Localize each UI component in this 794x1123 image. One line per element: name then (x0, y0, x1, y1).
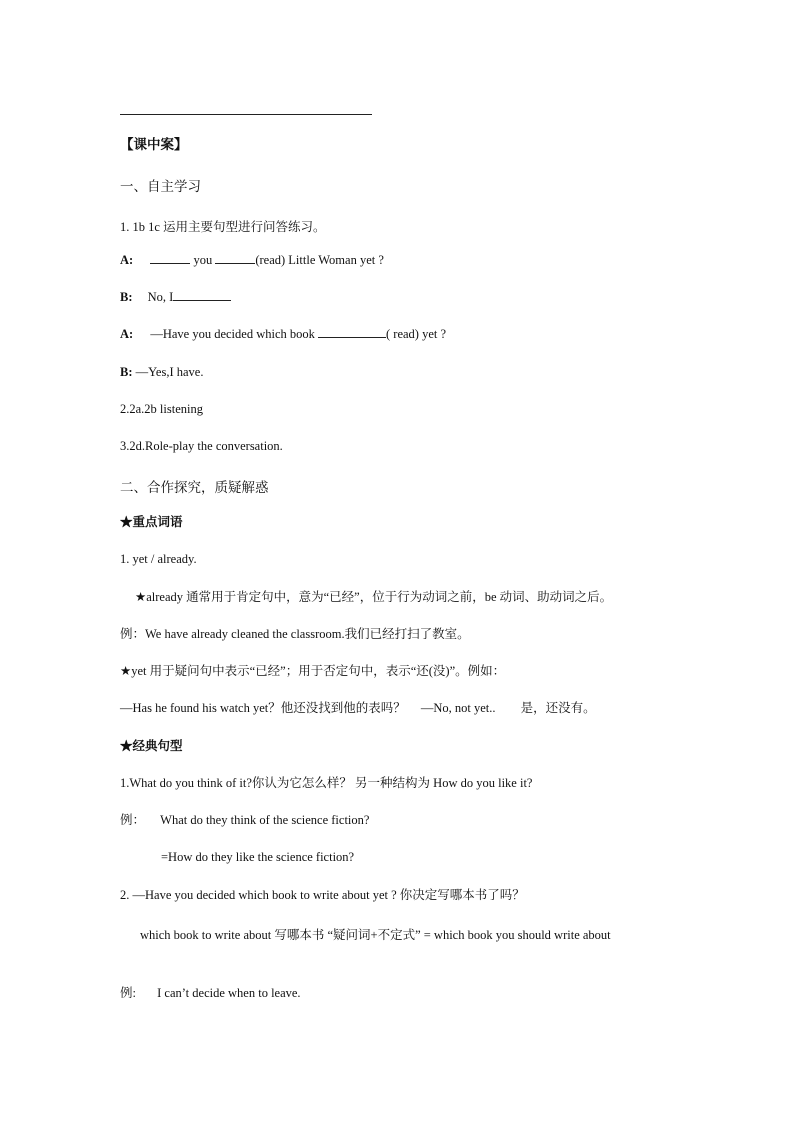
example2 (120, 699, 596, 717)
example-text: What do they think of the science fiction? (160, 813, 370, 827)
dialog-text: ( read) yet ? (386, 327, 447, 341)
example2-answer: —No, not yet.. (420, 701, 496, 715)
sentence-heading: ★经典句型 (120, 739, 183, 753)
speaker-label: A: (120, 253, 134, 267)
sentence1-example2: =How do they like the science fiction? (161, 850, 355, 864)
sentence1: 1.What do you think of it?你认为它怎么样？ 另一种结构为 How do you like it? (120, 776, 533, 790)
speaker-label: B: (120, 365, 133, 379)
note-yet: ★yet 用于疑问句中表示“已经”；用于否定句中，表示“还(没)”。例如： (120, 664, 506, 678)
vocab-item1: 1. yet / already. (120, 552, 197, 566)
dialog-text: No, I (147, 290, 174, 304)
section1-item1: 1. 1b 1c 运用主要句型进行问答练习。 (120, 220, 326, 234)
section1-item2: 2.2a.2b listening (120, 402, 203, 416)
answer-blank (150, 251, 190, 264)
note-already: ★already 通常用于肯定句中，意为“已经”，位于行为动词之前，be 动词、助动词之后。 (135, 590, 613, 604)
dialog-line-a1 (120, 251, 384, 269)
answer-blank (215, 251, 255, 264)
answer-blank (318, 325, 386, 338)
vocab-heading: ★重点词语 (120, 515, 183, 529)
dialog-word: you (193, 253, 213, 267)
dialog-text: —Yes,I have. (135, 365, 204, 379)
section1-item3: 3.2d.Role-play the conversation. (120, 439, 283, 453)
header-label: 【课中案】 (120, 137, 188, 152)
sentence1-example (120, 811, 369, 829)
section1-title: 一、自主学习 (120, 179, 201, 194)
dialog-line-a2 (120, 325, 446, 343)
section2-title: 二、合作探究，质疑解惑 (120, 480, 269, 495)
example1: 例：We have already cleaned the classroom.我们已经打扫了教室。 (120, 627, 470, 641)
answer-blank (173, 288, 231, 301)
example2-translation: 是，还没有。 (520, 701, 596, 715)
example2-question: —Has he found his watch yet？他还没找到他的表吗？ (120, 701, 406, 715)
example-label: 例： (120, 813, 146, 827)
example-text: I can’t decide when to leave. (157, 986, 301, 1000)
dialog-line-b1 (120, 288, 231, 306)
sentence2: 2. —Have you decided which book to write about yet ? 你决定写哪本书了吗？ (120, 888, 525, 902)
dialog-line-b2 (120, 363, 203, 381)
top-rule (120, 114, 372, 115)
dialog-text: (read) Little Woman yet ? (255, 253, 384, 267)
sentence2-note: which book to write about 写哪本书 “疑问词+不定式” = which book you should write about (140, 928, 611, 942)
sentence2-example (120, 984, 301, 1002)
speaker-label: A: (120, 327, 134, 341)
dialog-text: —Have you decided which book (150, 327, 315, 341)
example-label: 例: (120, 986, 136, 1000)
speaker-label: B: (120, 290, 133, 304)
